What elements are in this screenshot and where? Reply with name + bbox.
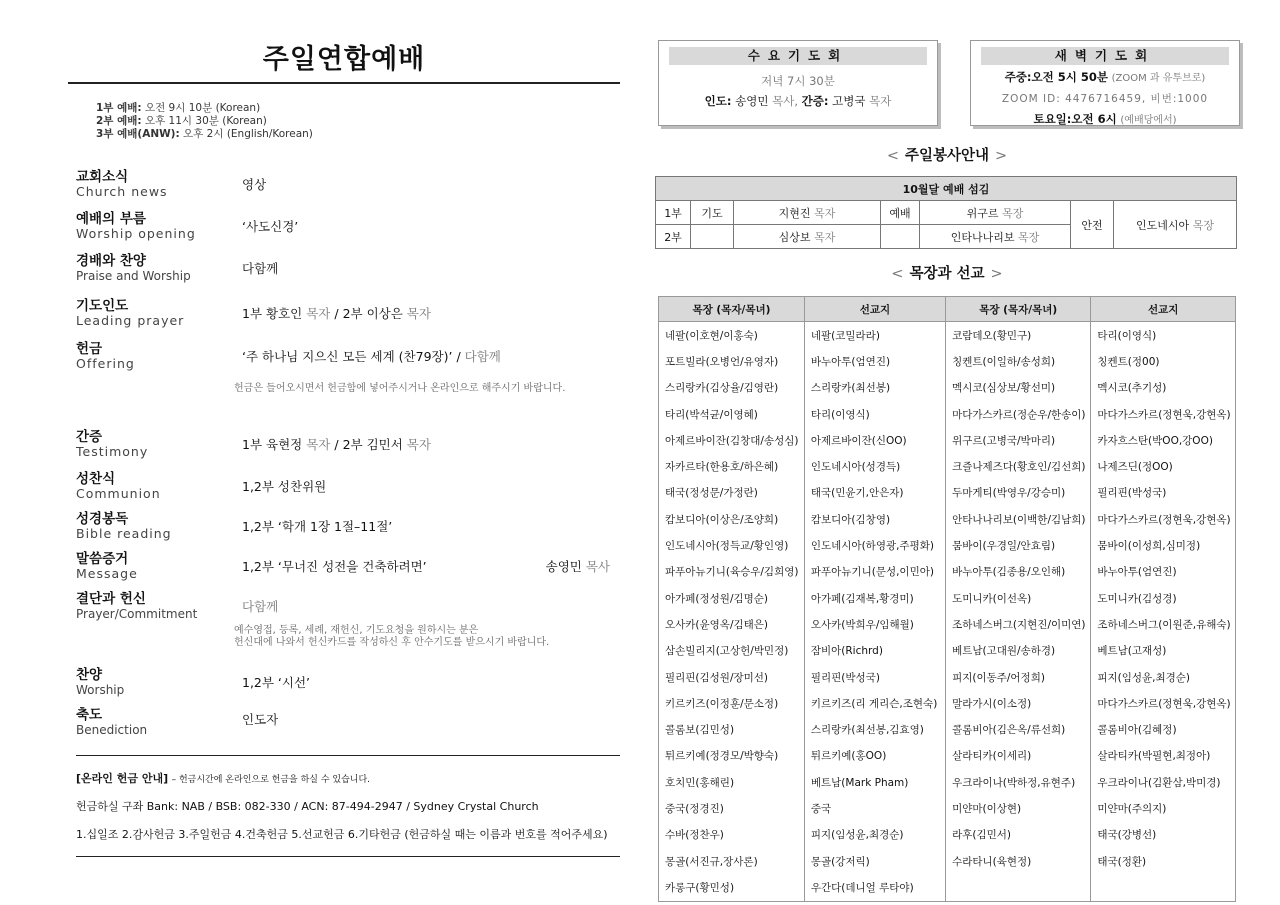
table-cell: 우크라이나(김환삼,박미경) [1091,769,1236,795]
table-cell: 뭄바이(이성희,심미정) [1091,532,1236,558]
table-cell: 피지(임성윤,최경순) [1091,664,1236,690]
table-cell: 파푸아뉴기니(문성,이민아) [804,559,945,585]
table-row [659,638,1236,664]
table-cell: 크즐나제즈다(황호인/김선희) [946,453,1091,479]
page-title: 주일연합예배 [68,38,620,84]
table-cell: 잠비아(Richrd) [804,638,945,664]
table-cell: 바누아투(엄연진) [804,348,945,374]
order-item-offering: 헌금 Offering ‘주 하나님 지으신 모든 세계 (찬79장)’ / 다함께 [76,341,501,371]
column-header: 선교지 [1091,297,1236,322]
table-cell: 바누아투(엄연진) [1091,559,1236,585]
table-cell: 콜롬비아(김혜정) [1091,716,1236,742]
table-cell: 태국(강병선) [1091,822,1236,848]
order-of-worship-column [68,38,620,857]
table-cell: 스리랑카(최선봉,김효영) [804,716,945,742]
item-description: 영상 [242,177,267,192]
table-cell: 파푸아뉴기니(육승우/김희영) [659,559,805,585]
table-cell: 라후(김민서) [946,822,1091,848]
table-cell: 카자흐스탄(박OO,강OO) [1091,427,1236,453]
order-item-communion: 성찬식 Communion 1,2부 성찬위원 [76,471,327,501]
table-cell: 오사카(박희우/임해월) [804,611,945,637]
table-cell: 미얀마(주의지) [1091,795,1236,821]
order-item-hymn: 찬양 Worship 1,2부 ‘시선’ [76,667,311,697]
table-cell: 피지(임성윤,최경순) [804,822,945,848]
table-cell: 필리핀(박성국) [804,664,945,690]
table-cell: 수라타니(육현정) [946,848,1091,874]
table-row [659,348,1236,374]
service-times [96,102,620,141]
table-row [659,401,1236,427]
table-cell: 캄보디아(이상은/조양희) [659,506,805,532]
wednesday-prayer-box: 수요기도회 저녁 7시 30분 인도: 송영민 목사, 간증: 고병국 목자 [658,40,938,126]
table-cell: 캄보디아(김창영) [804,506,945,532]
table-row [659,480,1236,506]
table-cell: 자카르타(한용호/하은혜) [659,453,805,479]
table-row [659,559,1236,585]
table-cell: 마다가스카르(정현욱,강현옥) [1091,506,1236,532]
dawn-title: 새벽기도회 [981,47,1229,65]
table-cell: 우크라이나(박하정,유현주) [946,769,1091,795]
table-cell: 살라티카(박필현,최정아) [1091,743,1236,769]
table-cell: 몽골(서진규,장사론) [659,848,805,874]
service-time-2: 2부 예배: 오후 11시 30분 (Korean) [96,115,267,127]
table-row [659,532,1236,558]
table-cell: 조하네스버그(지현진/이미연) [946,611,1091,637]
order-item-commitment: 결단과 헌신 Prayer/Commitment 다함께 [76,591,279,621]
table-cell: 아제르바이잔(김창대/송성심) [659,427,805,453]
service-time-3: 3부 예배(ANW): 오후 2시 (English/Korean) [96,128,313,140]
table-cell: 타리(이영식) [804,401,945,427]
table-cell: 삼손빌리지(고상헌/박민정) [659,638,805,664]
table-row [659,585,1236,611]
table-row [659,743,1236,769]
table-row [659,506,1236,532]
table-cell: 살라티카(이세리) [946,743,1091,769]
service-time-1: 1부 예배: 오전 9시 10분 (Korean) [96,102,261,114]
table-row [659,375,1236,401]
table-cell: 마다가스카르(정현욱,강현옥) [1091,401,1236,427]
table-cell: 위구르(고병국/박마리) [946,427,1091,453]
order-item-testimony: 간증 Testimony 1부 육현정 목자 / 2부 김민서 목자 [76,429,431,459]
table-cell: 중국(정경진) [659,795,805,821]
wednesday-title: 수요기도회 [669,47,927,65]
table-cell: 피지(이동주/어정희) [946,664,1091,690]
order-item-opening: 예배의 부름 Worship opening ‘사도신경’ [76,211,299,241]
item-title-ko: 교회소식 [76,169,129,185]
table-cell: 두마게티(박영우/강승미) [946,480,1091,506]
order-item-message: 말씀증거 Message 1,2부 ‘무너진 성전을 건축하려면’ 송영민 목사 [76,551,610,581]
table-cell: 튀르키예(홍OO) [804,743,945,769]
table-row [659,848,1236,874]
table-cell: 스리랑카(최선봉) [804,375,945,401]
mission-table [658,296,1236,902]
giving-title: [온라인 헌금 안내] [76,772,169,785]
table-cell: 콜롬보(김민성) [659,716,805,742]
table-cell: 코람데오(황민구) [946,322,1091,349]
table-cell: 우간다(데니얼 루타야) [804,874,945,901]
order-item-reading: 성경봉독 Bible reading 1,2부 ‘학개 1장 1절–11절’ [76,511,393,541]
table-cell: 인도네시아(하영광,주평화) [804,532,945,558]
serve-table [655,176,1237,249]
table-row: 1부 기도 지현진 목자 예배 위구르 목장 안전 인도네시아 목장 [656,201,1237,225]
dawn-prayer-box: 새벽기도회 주중:오전 5시 50분 (ZOOM 과 유투브로) ZOOM ID: 4476716459, 비번:1000 토요일:오전 6시 (예배당에서) [970,40,1240,126]
column-header: 목장 (목자/목녀) [946,297,1091,322]
table-cell: 뭄바이(우경일/안효림) [946,532,1091,558]
table-row [659,664,1236,690]
table-cell: 아가페(정성원/김명순) [659,585,805,611]
table-row [659,690,1236,716]
table-cell: 오사카(윤영옥/김태은) [659,611,805,637]
table-row [659,822,1236,848]
table-cell: 인도네시아(성경득) [804,453,945,479]
table-cell: 수바(정찬우) [659,822,805,848]
table-row [659,795,1236,821]
table-cell: 태국(정성문/가정란) [659,480,805,506]
table-cell: 중국 [804,795,945,821]
table-cell: 도미니카(이선옥) [946,585,1091,611]
table-cell: 키르키즈(이정훈/문소정) [659,690,805,716]
table-cell: 조하네스버그(이원준,유해숙) [1091,611,1236,637]
table-row [659,322,1236,349]
table-row: 2부 심상보 목자 인타나나리보 목장 [656,225,1237,249]
table-cell: 타리(박석균/이영혜) [659,401,805,427]
table-cell: 베트남(Mark Pham) [804,769,945,795]
offering-note: 헌금은 들어오시면서 헌금함에 넣어주시거나 온라인으로 해주시기 바랍니다. [234,383,566,394]
table-cell: 멕시코(추기성) [1091,375,1236,401]
order-item-benediction: 축도 Benediction 인도자 [76,707,279,737]
serve-table-title: 10월달 예배 섬김 [656,177,1237,201]
bank-account: 헌금하실 구좌 Bank: NAB / BSB: 082-330 / ACN: 87-494-2947 / Sydney Crystal Church [76,800,539,813]
table-cell: 콜롬비아(김은옥/류선희) [946,716,1091,742]
order-item-prayer: 기도인도 Leading prayer 1부 황호인 목자 / 2부 이상은 목자 [76,298,431,328]
table-cell: 네팔(이호현/이홍숙) [659,322,805,349]
table-cell: 도미니카(김성경) [1091,585,1236,611]
order-list [68,169,620,743]
table-cell: 안타나나리보(이백한/김남희) [946,506,1091,532]
table-row [659,716,1236,742]
mission-table-body [659,322,1236,902]
table-row [659,874,1236,901]
table-cell: 스리랑카(김상율/김영란) [659,375,805,401]
online-giving-info: [온라인 헌금 안내] – 헌금시간에 온라인으로 헌금을 하실 수 있습니다. 헌금하실 구좌 Bank: NAB / BSB: 082-330 / ACN: 87-494-2947 / Sydney Crystal Church 1.십일조 2.감사헌금 3.주일헌금 4.건축헌금 5.선교헌금 6.기타헌금 (헌금하실 때는 이름과 번호를 적어주세요) [76,755,620,842]
column-header: 선교지 [804,297,945,322]
role-title: 목자 [406,306,431,321]
table-cell: 아가페(김재복,황경미) [804,585,945,611]
table-cell: 마다가스카르(정현욱,강현옥) [1091,690,1236,716]
order-item-news [76,169,620,211]
table-cell: 바누아투(김종용/오인해) [946,559,1091,585]
table-cell: 타리(이영식) [1091,322,1236,349]
divider [76,850,620,857]
table-cell: 베트남(고재성) [1091,638,1236,664]
table-cell: 튀르키예(정경모/박향숙) [659,743,805,769]
table-cell: 마다가스카르(정순우/한송이) [946,401,1091,427]
table-cell: 호치민(홍해린) [659,769,805,795]
mission-section-title: < 목장과 선교 > [891,266,1003,282]
order-item-praise: 경배와 찬양 Praise and Worship 다함께 [76,253,279,283]
column-header: 목장 (목자/목녀) [659,297,805,322]
safety-label: 안전 [1071,201,1114,249]
commitment-note: 예수영접, 등록, 세례, 재헌신, 기도요청을 원하시는 분은 헌신대에 나와서 헌신카드를 작성하신 후 안수기도를 받으시기 바랍니다. [234,625,550,648]
table-cell: 태국(정환) [1091,848,1236,874]
table-row [659,611,1236,637]
table-row [659,427,1236,453]
table-cell: 키르키즈(리 게리슨,조현숙) [804,690,945,716]
table-row [659,769,1236,795]
table-cell [946,874,1091,901]
table-cell: 카롱구(황민성) [659,874,805,901]
table-cell: 네팔(코밀라라) [804,322,945,349]
table-cell: 말라가시(이소정) [946,690,1091,716]
speaker-name: 송영민 [545,559,582,574]
table-cell: 미얀마(이상현) [946,795,1091,821]
table-cell [1091,874,1236,901]
table-cell: 멕시코(심상보/황선미) [946,375,1091,401]
table-cell: 칭켄트(이일하/송성희) [946,348,1091,374]
table-cell: 몽골(강저릭) [804,848,945,874]
table-cell: 나제즈딘(정OO) [1091,453,1236,479]
giving-types: 1.십일조 2.감사헌금 3.주일헌금 4.건축헌금 5.선교헌금 6.기타헌금 (헌금하실 때는 이름과 번호를 적어주세요) [76,828,608,841]
table-cell: 포트빌라(오병언/유영자) [659,348,805,374]
table-cell: 필리핀(김성원/장미선) [659,664,805,690]
table-cell: 인도네시아(정득교/황인영) [659,532,805,558]
table-cell: 칭켄트(정00) [1091,348,1236,374]
table-cell: 태국(민윤기,안은자) [804,480,945,506]
table-cell: 아제르바이잔(신OO) [804,427,945,453]
serve-section-title: < 주일봉사안내 > [886,148,1008,164]
table-cell: 베트남(고대원/송하경) [946,638,1091,664]
item-title-en: Church news [76,184,168,199]
table-cell: 필리핀(박성국) [1091,480,1236,506]
table-row [659,453,1236,479]
